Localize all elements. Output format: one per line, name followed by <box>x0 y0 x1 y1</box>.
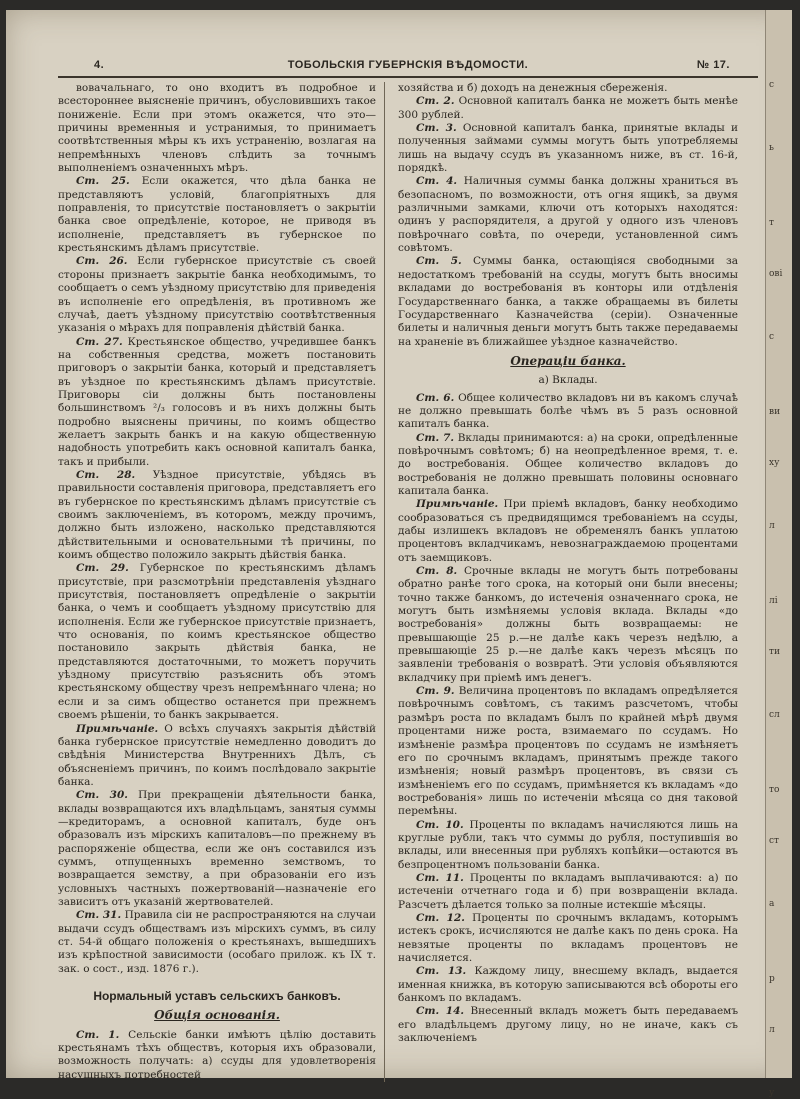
note-paragraph <box>58 723 376 790</box>
article-paragraph <box>58 175 376 255</box>
article-paragraph <box>58 336 376 469</box>
article-paragraph <box>58 469 376 562</box>
paragraph-text: Проценты по вкладамъ начисляются лишь на круглые рубли, такъ что суммы до рубля, поступившія во вклады, или внесенныя при рубляхъ копѣйки—остаются въ безпроцентномъ пользованіи банка. <box>398 818 738 871</box>
section-subtitle: Общія основанія. <box>154 1008 280 1023</box>
edge-fragment: сл <box>769 710 780 720</box>
edge-fragment: лі <box>769 596 778 606</box>
paragraph-text: Срочные вклады не могутъ быть потребованы обратно ранѣе того срока, на который они были внесены; точно также банкомъ, до истеченія означеннаго срока, не могутъ быть измѣняемы условія вклада. Вклады «до востребованія» должны быть возвращаемы: не превышающіе 25 р.—не далѣе какъ черезъ недѣлю, а превышающіе 25 р.—не далѣе какъ черезъ мѣсяцъ по заявленіи требованія о возвратѣ. Эти условія объявляются вкладчику при пріемѣ имъ денегъ. <box>398 565 738 684</box>
article-paragraph <box>398 1005 738 1045</box>
paragraph-text: Крестьянское общество, учредившее банкъ на собственныя средства, можетъ постановить приговоръ о закрытіи банка, который и представляетъ въ уѣздное по крестьянскимъ дѣламъ присутствіе. Приговоры сіи должны быть постановлены большинствомъ ²/₃ голосовъ и въ нихъ должны быть подробно выяснены причины, по коимъ общество желаетъ закрыть банкъ и на какую общественную надобность употребить какъ основной капиталъ банка, такъ и прибыли. <box>58 335 376 468</box>
article-number: Ст. 26. <box>76 255 128 268</box>
edge-fragment: ст <box>769 836 780 846</box>
article-paragraph <box>58 789 376 909</box>
article-paragraph <box>398 175 738 255</box>
paragraph-text: Внесенный вкладъ можетъ быть передаваемъ его владѣльцемъ другому лицу, но не иначе, какъ съ заключеніемъ <box>398 1005 739 1045</box>
edge-fragment: л <box>769 1025 775 1035</box>
paragraph-text: Основной капиталъ банка не можетъ быть менѣе 300 рублей. <box>398 95 738 121</box>
article-number: Ст. 7. <box>416 431 455 444</box>
article-number: Ст. 25. <box>76 175 130 188</box>
article-number: Ст. 5. <box>416 255 462 268</box>
page-header <box>58 50 758 78</box>
newspaper-page <box>6 10 792 1098</box>
article-paragraph <box>398 82 738 95</box>
article-number: Ст. 30. <box>76 789 128 802</box>
edge-fragment: ові <box>769 269 783 279</box>
edge-fragment: ви <box>769 407 781 417</box>
note-paragraph <box>398 498 738 565</box>
adjacent-page-edge <box>765 10 792 1098</box>
section-title: Нормальный уставъ сельскихъ банковъ. <box>93 989 341 1004</box>
page-number: 4. <box>94 59 105 71</box>
paragraph-text: Проценты по вкладамъ выплачиваются: а) по истеченіи отчетнаго года и б) при возвращеніи вклада. Разсчетъ дѣлается только за полные истекшіе мѣсяцы. <box>398 871 739 911</box>
article-number: Ст. 31. <box>76 909 122 922</box>
article-paragraph <box>398 685 738 818</box>
edge-fragment: у <box>769 1088 775 1098</box>
paragraph-text: Правила сіи не распространяются на случаи выдачи ссудъ обществамъ изъ мірскихъ суммъ, въ силу ст. 54-й общаго положенія о крестьянахъ, вышедшихъ изъ крѣпостной зависимости (особаго прилож. къ IX т. зак. о сост., изд. 1876 г.). <box>58 909 376 975</box>
right-column <box>398 82 738 1045</box>
article-paragraph <box>58 1029 376 1082</box>
article-paragraph <box>398 95 738 122</box>
article-number: Ст. 3. <box>416 122 457 135</box>
paragraph-text: Каждому лицу, внесшему вкладъ, выдается именная книжка, въ которую записываются всѣ обороты его банкомъ по вкладамъ. <box>398 965 738 1005</box>
edge-fragment: л <box>769 521 775 531</box>
article-number: Ст. 4. <box>416 175 458 188</box>
edge-fragment: а <box>769 899 775 909</box>
article-number: Ст. 28. <box>76 468 136 481</box>
article-number: Ст. 8. <box>416 565 458 578</box>
article-paragraph <box>398 965 738 1005</box>
article-number: Ст. 9. <box>416 685 455 698</box>
paragraph-text: Проценты по срочнымъ вкладамъ, которымъ истекъ срокъ, исчисляются не далѣе какъ по день срока. На невзятые проценты по вкладамъ процентовъ не начисляется. <box>398 911 739 964</box>
issue-number: № 17. <box>696 59 730 71</box>
article-paragraph <box>58 82 376 175</box>
paragraph-text: Суммы банка, остающіяся свободными за недостаткомъ требованій на ссуды, могутъ быть вносимы вкладами до востребованія въ конторы или отдѣленія Государственнаго банка, а также обращаемы въ билеты Государственнаго Казначейства (серіи). Означенные билеты и наличныя деньги могутъ быть также передаваемы на храненіе въ ближайшее уѣздное казначейство. <box>398 255 738 348</box>
left-column <box>58 82 385 1082</box>
paragraph-text: Вклады принимаются: а) на сроки, опредѣленные повѣрочнымъ совѣтомъ; б) на неопредѣленное время, т. е. до востребованія. Общее количество вкладовъ до востребованія не должно превышать половины основнаго капитала банка. <box>398 431 738 497</box>
article-number: Ст. 1. <box>76 1028 120 1041</box>
paragraph-text: Если окажется, что дѣла банка не представляютъ условій, благопріятныхъ для поправленія, то присутствіе постановляетъ о закрытіи банка свое опредѣленіе, которое, не приводя въ исполненіе, представляетъ въ губернское по крестьянскимъ дѣламъ присутствіе. <box>58 175 377 255</box>
edge-fragment: р <box>769 974 775 984</box>
paragraph-text: О всѣхъ случаяхъ закрытія дѣйствій банка губернское присутствіе немедленно доводитъ до свѣдѣнія Министерства Внутреннихъ Дѣлъ, съ объясненіемъ причинъ, по коимъ послѣдовало закрытіе банка. <box>58 722 376 788</box>
article-paragraph <box>58 909 376 976</box>
paragraph-text: Наличныя суммы банка должны храниться въ безопасномъ, по возможности, отъ огня ящикѣ, за двумя различными замками, ключи отъ которыхъ находятся: одинъ у распорядителя, а другой у одного изъ членовъ повѣрочнаго совѣта, по очереди, установленной симъ совѣтомъ. <box>398 175 739 255</box>
paragraph-text: Если губернское присутствіе съ своей стороны признаетъ закрытіе банка необходимымъ, то сообщаетъ о семъ уѣздному присутствію для приведенія въ исполненіе его опредѣленія, въ противномъ же случаѣ, даетъ уѣздному присутствію соотвѣтственныя указанія о мѣрахъ для поправленія дѣйствій банка. <box>58 255 377 335</box>
article-number: Ст. 29. <box>76 562 129 575</box>
paragraph-text: Губернское по крестьянскимъ дѣламъ присутствіе, при разсмотрѣніи представленія уѣзднаго присутствія, постановляетъ опредѣленіе о закрытіи банка, о чемъ и сообщаетъ уѣздному присутствію для исполненія. Если же губернское присутствіе признаетъ, что основанія, по коимъ крестьянское общество постановило закрыть дѣйствія банка, не представляются достаточными, то можетъ поручить уѣздному присутствію разъяснить объ этомъ крестьянскому обществу чрезъ непремѣннаго члена; но если и за симъ общество останется при прежнемъ своемъ рѣшеніи, то банкъ закрывается. <box>58 562 376 722</box>
article-paragraph <box>398 255 738 348</box>
newspaper-title: ТОБОЛЬСКІЯ ГУБЕРНСКІЯ ВѢДОМОСТИ. <box>287 59 529 71</box>
paragraph-text: Основной капиталъ банка, принятые вклады и полученныя займами суммы могутъ быть употребляемы лишь на выдачу ссудъ въ указанномъ ниже, въ ст. 16-й, порядкѣ. <box>398 122 738 175</box>
edge-fragment: то <box>769 785 780 795</box>
article-number: Ст. 12. <box>416 911 465 924</box>
paragraph-text: вовачальнаго, то оно входитъ въ подробное и всестороннее выясненіе причинъ, обусловившихъ такое пониженіе. Если при этомъ окажется, что это—причины временныя и устранимыя, то принимаетъ соотвѣтственныя мѣры къ ихъ устраненію, возлагая на непремѣнныхъ членовъ слѣдить за точнымъ выполненіемъ означенныхъ мѣръ. <box>58 82 376 175</box>
article-number: Ст. 14. <box>416 1005 465 1018</box>
article-paragraph <box>398 872 738 912</box>
article-paragraph <box>398 392 738 432</box>
edge-fragment: с <box>769 332 775 342</box>
article-number: Ст. 6. <box>416 391 455 404</box>
article-paragraph <box>398 122 738 175</box>
edge-fragment: ти <box>769 647 780 657</box>
edge-fragment: ь <box>769 143 774 153</box>
edge-fragment: ху <box>769 458 780 468</box>
article-paragraph <box>58 255 376 335</box>
paragraph-text: Величина процентовъ по вкладамъ опредѣляется повѣрочнымъ совѣтомъ, съ такимъ разсчетомъ, чтобы размѣръ роста по вкладамъ былъ по крайней мѣрѣ двумя процентами ниже роста, взимаемаго по ссудамъ. Но измѣненіе размѣра процентовъ по ссудамъ не измѣняетъ его по срочнымъ вкладамъ, принятымъ прежде такого измѣненія; новый размѣръ процентовъ, въ связи съ измѣненіемъ его по ссудамъ, примѣняется къ вкладамъ «до востребованія» лишь по истеченіи мѣсяца со дня таковой перемѣны. <box>398 685 739 818</box>
paragraph-text: Общее количество вкладовъ ни въ какомъ случаѣ не должно превышать болѣе чѣмъ въ 5 разъ основной капиталъ банка. <box>398 391 738 431</box>
article-paragraph <box>398 819 738 872</box>
subsection-heading: а) Вклады. <box>538 374 598 387</box>
note-label: Примѣчаніе. <box>416 498 499 511</box>
article-number: Ст. 2. <box>416 95 455 108</box>
section-subtitle: Операціи банка. <box>510 353 626 368</box>
paragraph-text: Уѣздное присутствіе, убѣдясь въ правильности составленія приговора, представляетъ его въ губернское по крестьянскимъ дѣламъ присутствіе съ своимъ заключеніемъ, въ которомъ, между прочимъ, должно быть изложено, насколько представляются дѣйствительными и основательными тѣ причины, по коимъ общество положило закрыть дѣйствія банка. <box>58 468 377 562</box>
note-label: Примѣчаніе. <box>76 722 159 735</box>
paragraph-text: хозяйства и б) доходъ на денежныя сбереженія. <box>398 82 668 94</box>
article-paragraph <box>398 565 738 685</box>
paragraph-text: Сельскіе банки имѣютъ цѣлію доставить крестьянамъ тѣхъ обществъ, которыя ихъ образовали, возможность получать: а) ссуды для удовлетворенія насущныхъ потребностей <box>58 1028 376 1081</box>
edge-fragment: т <box>769 218 774 228</box>
article-paragraph <box>58 562 376 722</box>
edge-fragment: с <box>769 80 775 90</box>
article-number: Ст. 27. <box>76 335 123 348</box>
article-number: Ст. 11. <box>416 871 464 884</box>
article-paragraph <box>398 912 738 965</box>
article-number: Ст. 13. <box>416 965 467 978</box>
paragraph-text: При прекращеніи дѣятельности банка, вклады возвращаются ихъ владѣльцамъ, занятыя суммы—кредиторамъ, а основной капиталъ, буде онъ образовалъ изъ мірскихъ капиталовъ—по прежнему въ распоряженіе общества, если же онъ составился изъ суммъ, отпущенныхъ временно земствомъ, то возвращается земству, а при образованіи его изъ условныхъ частныхъ пожертвованій—назначеніе его зависитъ отъ указаній жертвователей. <box>58 789 377 908</box>
paragraph-text: При пріемѣ вкладовъ, банку необходимо сообразоваться съ предвидящимся требованіемъ на ссуды, дабы излишекъ вкладовъ не обременялъ банкъ уплатою процентовъ вкладчикамъ, невознаграждаемою процентами отъ заемщиковъ. <box>398 498 738 564</box>
article-paragraph <box>398 432 738 499</box>
article-number: Ст. 10. <box>416 818 464 831</box>
